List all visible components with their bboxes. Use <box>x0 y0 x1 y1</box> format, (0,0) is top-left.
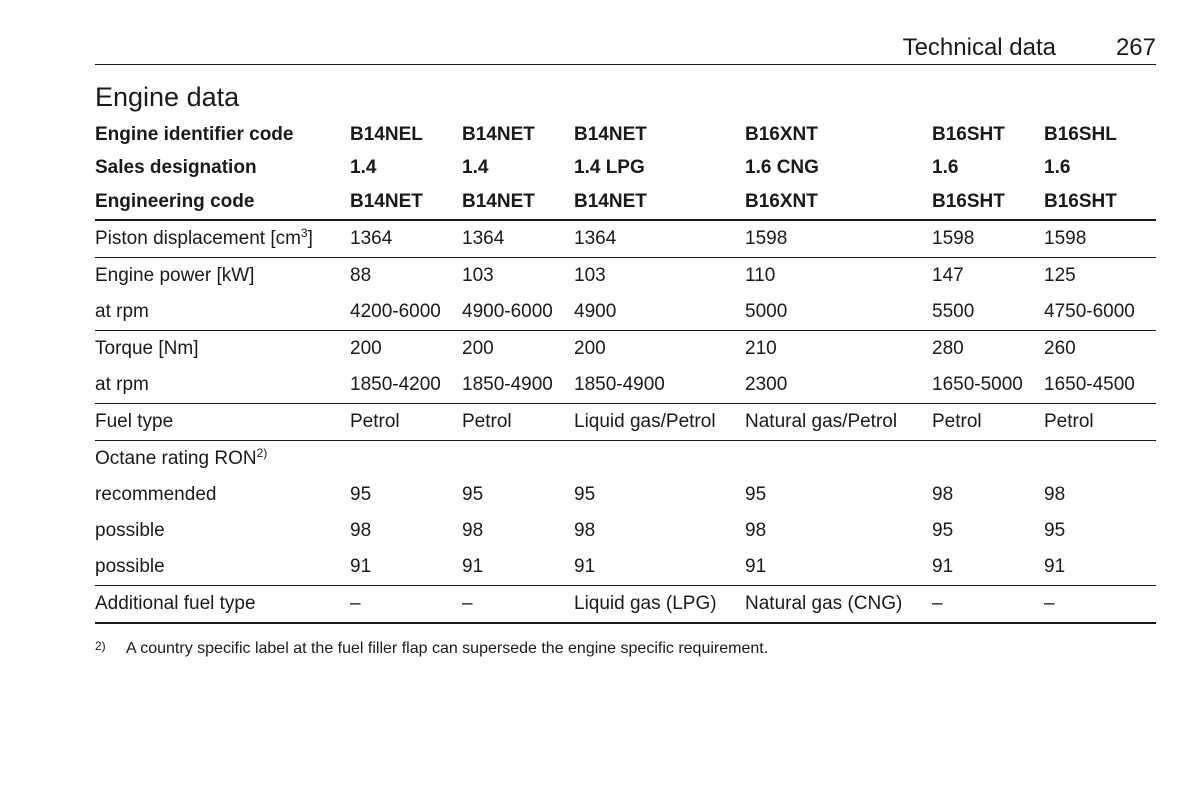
page-title: Engine data <box>95 82 240 112</box>
table-row-power-rpm <box>95 294 1156 331</box>
table-cell: B16XNT <box>745 123 818 145</box>
table-cell: B14NET <box>574 123 647 145</box>
table-cell: 1598 <box>932 227 975 249</box>
row-label: Fuel type <box>95 403 350 440</box>
table-row-torque-rpm <box>95 367 1156 404</box>
piston-label-end: ] <box>307 227 313 249</box>
row-label: possible <box>95 555 165 577</box>
table-row-octane-rating <box>95 440 1156 477</box>
table-cell: 1.4 LPG <box>574 157 645 179</box>
table-cell: 91 <box>1044 555 1066 577</box>
table-cell: 98 <box>932 483 954 505</box>
table-cell: 1.6 <box>1044 157 1071 179</box>
table-cell: B16XNT <box>745 185 932 220</box>
superscript: 3 <box>300 225 308 240</box>
table-cell: Liquid gas/Petrol <box>574 403 745 440</box>
table-row-engineering-code <box>95 185 1156 220</box>
page-header <box>95 30 1156 65</box>
table-cell: Petrol <box>350 403 462 440</box>
table-cell: 1598 <box>1044 227 1087 249</box>
table-cell: 95 <box>745 483 767 505</box>
table-cell: Natural gas/Petrol <box>745 403 932 440</box>
table-cell: 91 <box>932 555 954 577</box>
table-cell: 91 <box>574 555 596 577</box>
table-cell: B14NET <box>350 185 462 220</box>
table-cell: 1650-4500 <box>1044 373 1135 395</box>
table-row-sales-designation <box>95 152 1156 186</box>
footnote-reference: 2) <box>256 445 268 460</box>
table-cell: 91 <box>745 555 767 577</box>
table-row-octane-recommended <box>95 477 1156 513</box>
table-cell: 95 <box>932 519 954 541</box>
row-label: possible <box>95 519 165 541</box>
row-label: Engineering code <box>95 185 350 220</box>
table-cell: 91 <box>350 555 372 577</box>
table-cell: 210 <box>745 330 932 367</box>
table-cell: – <box>932 585 1044 623</box>
row-label: Additional fuel type <box>95 585 350 623</box>
octane-label-text: Octane rating RON <box>95 447 257 469</box>
table-cell: – <box>1044 585 1156 623</box>
table-cell: 1650-5000 <box>932 373 1023 395</box>
table-row-octane-possible-2 <box>95 549 1156 586</box>
table-cell: Petrol <box>932 403 1044 440</box>
table-cell: – <box>462 585 574 623</box>
table-cell: B14NEL <box>350 123 423 145</box>
piston-label-text: Piston displacement [cm <box>95 227 301 249</box>
table-cell: 200 <box>574 330 745 367</box>
row-label: at rpm <box>95 373 149 395</box>
engine-data-table <box>95 118 1156 624</box>
table-cell: 88 <box>350 257 462 294</box>
page-number: 267 <box>1115 34 1156 61</box>
table-cell: 95 <box>1044 519 1066 541</box>
table-cell: 103 <box>574 257 745 294</box>
table-cell: 98 <box>350 519 372 541</box>
table-cell: – <box>350 585 462 623</box>
table-cell: 2300 <box>745 373 788 395</box>
table-cell: 5000 <box>745 300 788 322</box>
table-row-engine-identifier <box>95 118 1156 152</box>
section-title: Technical data <box>902 34 1056 61</box>
table-cell: 1364 <box>350 227 393 249</box>
table-cell: Petrol <box>462 403 574 440</box>
table-cell: 1.6 CNG <box>745 157 819 179</box>
table-row-torque <box>95 330 1156 367</box>
table-cell: B16SHT <box>932 123 1005 145</box>
table-cell: 95 <box>574 483 596 505</box>
table-cell: B14NET <box>462 123 535 145</box>
table-cell: 1850-4900 <box>462 373 553 395</box>
table-cell: 5500 <box>932 300 975 322</box>
table-cell: 110 <box>745 257 932 294</box>
footnote-text: A country specific label at the fuel filler flap can supersede the engine specific requirement. <box>126 640 769 657</box>
table-cell: 1.4 <box>462 157 489 179</box>
table-cell: 1850-4200 <box>350 373 441 395</box>
table-cell: 103 <box>462 257 574 294</box>
row-label <box>95 440 350 477</box>
table-cell: 280 <box>932 330 1044 367</box>
table-cell: Petrol <box>1044 403 1156 440</box>
table-cell: 1598 <box>745 227 788 249</box>
row-label: recommended <box>95 483 217 505</box>
table-cell: 98 <box>574 519 596 541</box>
table-cell: 1.6 <box>932 157 959 179</box>
row-label: Torque [Nm] <box>95 330 350 367</box>
row-label: Engine power [kW] <box>95 257 350 294</box>
table-cell: B16SHT <box>1044 185 1156 220</box>
table-row-additional-fuel-type <box>95 585 1156 623</box>
table-cell: 98 <box>1044 483 1066 505</box>
table-cell: 147 <box>932 257 1044 294</box>
table-cell: 4750-6000 <box>1044 300 1135 322</box>
row-label <box>95 220 350 258</box>
row-label: Engine identifier code <box>95 123 294 145</box>
table-row-piston-displacement <box>95 220 1156 258</box>
table-cell: 91 <box>462 555 484 577</box>
table-cell: 200 <box>350 330 462 367</box>
table-cell: B16SHL <box>1044 123 1117 145</box>
table-cell: Natural gas (CNG) <box>745 585 932 623</box>
table-cell: 95 <box>350 483 372 505</box>
table-cell: 4900 <box>574 300 617 322</box>
table-row-engine-power <box>95 257 1156 294</box>
table-cell: 4200-6000 <box>350 300 441 322</box>
table-row-octane-possible-1 <box>95 513 1156 549</box>
table-cell: 95 <box>462 483 484 505</box>
table-cell: 1364 <box>462 227 505 249</box>
table-cell: 98 <box>745 519 767 541</box>
footnote-mark: 2) <box>95 639 106 653</box>
table-cell: 4900-6000 <box>462 300 553 322</box>
table-cell: B16SHT <box>932 185 1044 220</box>
table-cell: 1850-4900 <box>574 373 665 395</box>
table-cell: 200 <box>462 330 574 367</box>
table-cell: 260 <box>1044 330 1156 367</box>
row-label: Sales designation <box>95 157 257 179</box>
table-cell: 125 <box>1044 257 1156 294</box>
table-cell: 98 <box>462 519 484 541</box>
table-cell: B14NET <box>462 185 574 220</box>
table-cell: 1.4 <box>350 157 377 179</box>
table-cell: B14NET <box>574 185 745 220</box>
row-label: at rpm <box>95 300 149 322</box>
table-cell: 1364 <box>574 227 617 249</box>
table-cell: Liquid gas (LPG) <box>574 585 745 623</box>
table-row-fuel-type <box>95 403 1156 440</box>
